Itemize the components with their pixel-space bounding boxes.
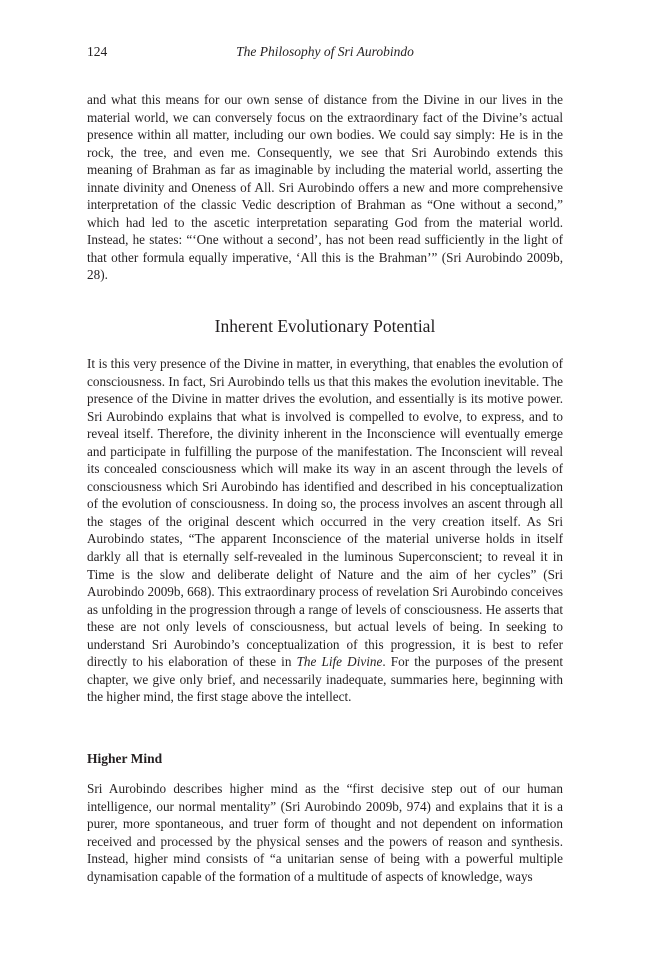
subheading: Higher Mind	[87, 751, 163, 766]
paragraph-evolutionary-potential	[87, 355, 563, 706]
page-number: 124	[87, 44, 108, 59]
paragraph-text-part: . For the purposes of the present chapter, we give only brief, and necessarily inadequate, summaries here, beginning with the higher mind, the first stage above the intellect.	[87, 654, 563, 705]
section-heading: Inherent Evolutionary Potential	[214, 316, 436, 336]
paragraph-higher-mind: Sri Aurobindo describes higher mind as the “first decisive step out of our human intelligence, our normal mentality” (Sri Aurobindo 2009b, 974) and explains that it is a purer, more spontaneous, and truer form of thought and not dependent on information received and processed by the physical senses and the powers of reason and synthesis. Instead, higher mind consists of “a unitarian sense of being with a powerful multiple dynamisation capable of the formation of a multitude of aspects of knowledge, ways	[87, 781, 563, 884]
running-head	[87, 44, 563, 64]
paragraph-text-part: It is this very presence of the Divine in matter, in everything, that enables the evolution of consciousness. In fact, Sri Aurobindo tells us that this makes the evolution inevitable. The presence of the Divine in matter drives the evolution, and essentially is its motive power. Sri Aurobindo explains that what is involved is compelled to evolve, to express, and to reveal itself. Therefore, the divinity inherent in the Inconscience will eventually emerge and participate in fulfilling the purpose of the manifestation. The Inconscient will reveal its concealed consciousness which will make its way in an ascent through the levels of consciousness which Sri Aurobindo has identified and described in his conceptualization of the evolution of consciousness. In doing so, the process involves an ascent through all the stages of the original descent which occurred in the very creation itself. As Sri Aurobindo states, “The apparent Inconscience of the material universe holds in itself darkly all that is eternally self-revealed in the luminous Superconscient; to reveal it in Time is the slow and deliberate delight of Nature and the aim of her cycles” (Sri Aurobindo 2009b, 668). This extraordinary process of revelation Sri Aurobindo conceives as unfolding in the progression through a range of levels of consciousness. He asserts that these are not only levels of consciousness, but actual levels of being. In seeking to understand Sri Aurobindo’s conceptualization of this progression, it is best to refer directly to his elaboration of these in	[87, 356, 563, 670]
book-title: The Life Divine	[296, 654, 383, 670]
paragraph-intro: and what this means for our own sense of distance from the Divine in our lives in the material world, we can conversely focus on the extraordinary fact of the Divine’s actual presence within all matter, including our own bodies. We could say simply: He is in the rock, the tree, and even me. Consequently, we see that Sri Aurobindo extends this meaning of Brahman as far as imaginable by including the material world, asserting the innate divinity and Oneness of All. Sri Aurobindo offers a new and more comprehensive interpretation of the classic Vedic description of Brahman as “One without a second,” which had led to the ascetic interpretation separating God from the material world. Instead, he states: “‘One without a second’, has not been read sufficiently in the light of that other formula equally imperative, ‘All this is the Brahman’” (Sri Aurobindo 2009b, 28).	[87, 92, 563, 283]
running-title: The Philosophy of Sri Aurobindo	[236, 44, 414, 59]
